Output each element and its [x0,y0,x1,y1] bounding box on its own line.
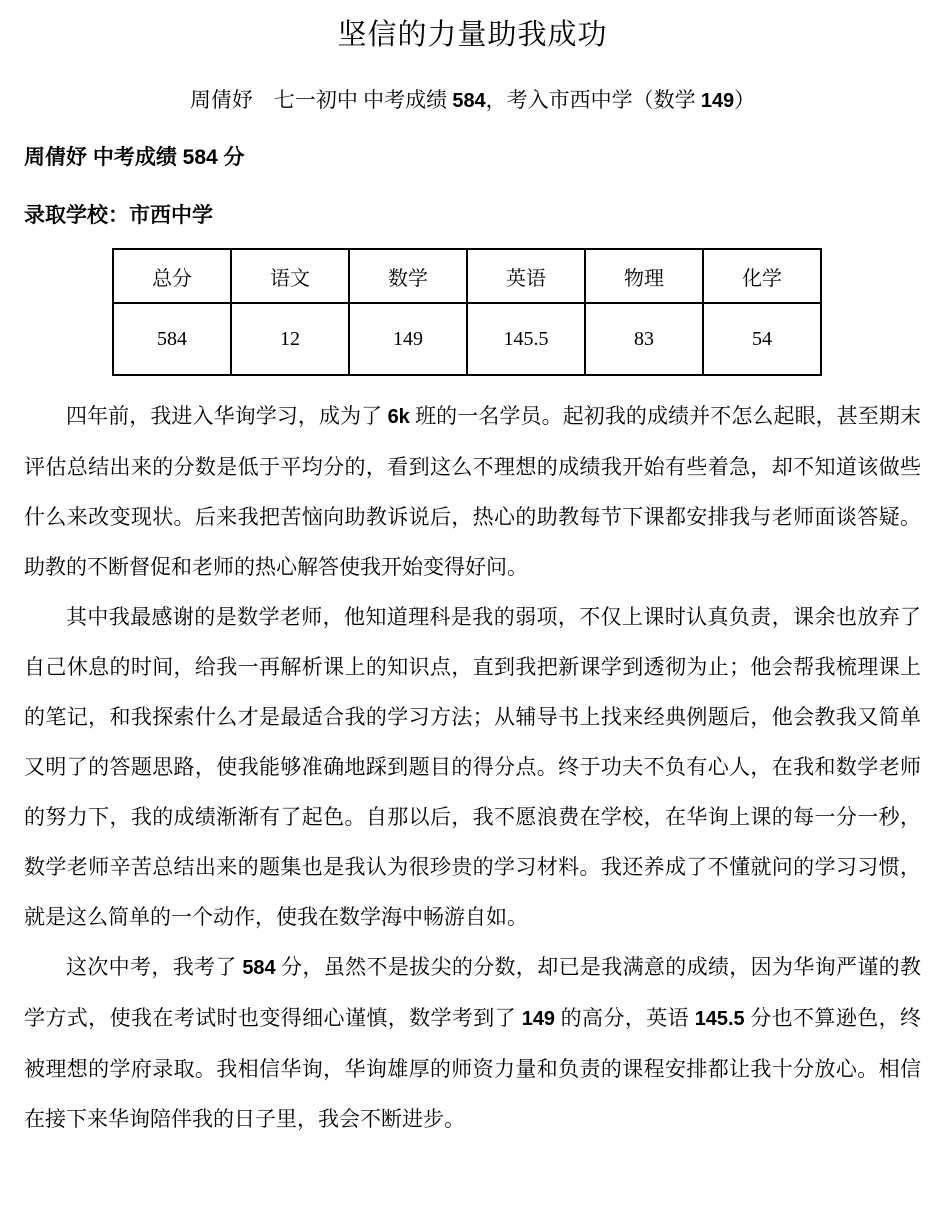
header-cell-chinese: 语文 [231,249,349,303]
score-table [112,248,822,376]
value-cell-chinese: 12 [231,303,349,375]
admitted-school-heading: 录取学校：市西中学 [24,204,213,227]
document-body [24,391,921,1144]
body-paragraph-1: 四年前，我进入华询学习，成为了 6k 班的一名学员。起初我的成绩并不怎么起眼，甚至期末评估总结出来的分数是低于平均分的，看到这么不理想的成绩我开始有些着急，却不知道该做些什么来改变现状。后来我把苦恼向助教诉说后，热心的助教每节下课都安排我与老师面谈答疑。助教的不断督促和老师的热心解答使我开始变得好问。 [24,404,922,579]
score-table-header-row [113,249,821,303]
body-paragraph-2: 其中我最感谢的是数学老师，他知道理科是我的弱项，不仅上课时认真负责，课余也放弃了自己休息的时间，给我一再解析课上的知识点，直到我把新课学到透彻为止；他会帮我梳理课上的笔记，和我探索什么才是最适合我的学习方法；从辅导书上找来经典例题后，他会教我又简单又明了的答题思路，使我能够准确地踩到题目的得分点。终于功夫不负有心人，在我和数学老师的努力下，我的成绩渐渐有了起色。自那以后，我不愿浪费在学校，在华询上课的每一分一秒，数学老师辛苦总结出来的题集也是我认为很珍贵的学习材料。我还养成了不懂就问的学习习惯，就是这么简单的一个动作，使我在数学海中畅游自如。 [24,605,921,929]
score-table-value-row [113,303,821,375]
value-cell-total: 584 [113,303,231,375]
value-cell-english: 145.5 [467,303,585,375]
document-subtitle: 周倩妤 七一初中 中考成绩 584，考入市西中学（数学 149） [189,88,756,112]
value-cell-chemistry: 54 [703,303,821,375]
header-cell-physics: 物理 [585,249,703,303]
header-cell-chemistry: 化学 [703,249,821,303]
header-cell-math: 数学 [349,249,467,303]
student-score-heading: 周倩妤 中考成绩 584 分 [24,146,245,169]
header-cell-total: 总分 [113,249,231,303]
body-paragraph-3: 这次中考，我考了 584 分，虽然不是拔尖的分数，却已是我满意的成绩，因为华询严谨的教学方式，使我在考试时也变得细心谨慎，数学考到了 149 的高分，英语 145.5 分也不算逊色，终被理想的学府录取。我相信华询，华询雄厚的师资力量和负责的课程安排都让我十分放心。相信在接下来华询陪伴我的日子里，我会不断进步。 [24,955,922,1131]
value-cell-math: 149 [349,303,467,375]
value-cell-physics: 83 [585,303,703,375]
page-title: 坚信的力量助我成功 [337,19,608,51]
header-cell-english: 英语 [467,249,585,303]
